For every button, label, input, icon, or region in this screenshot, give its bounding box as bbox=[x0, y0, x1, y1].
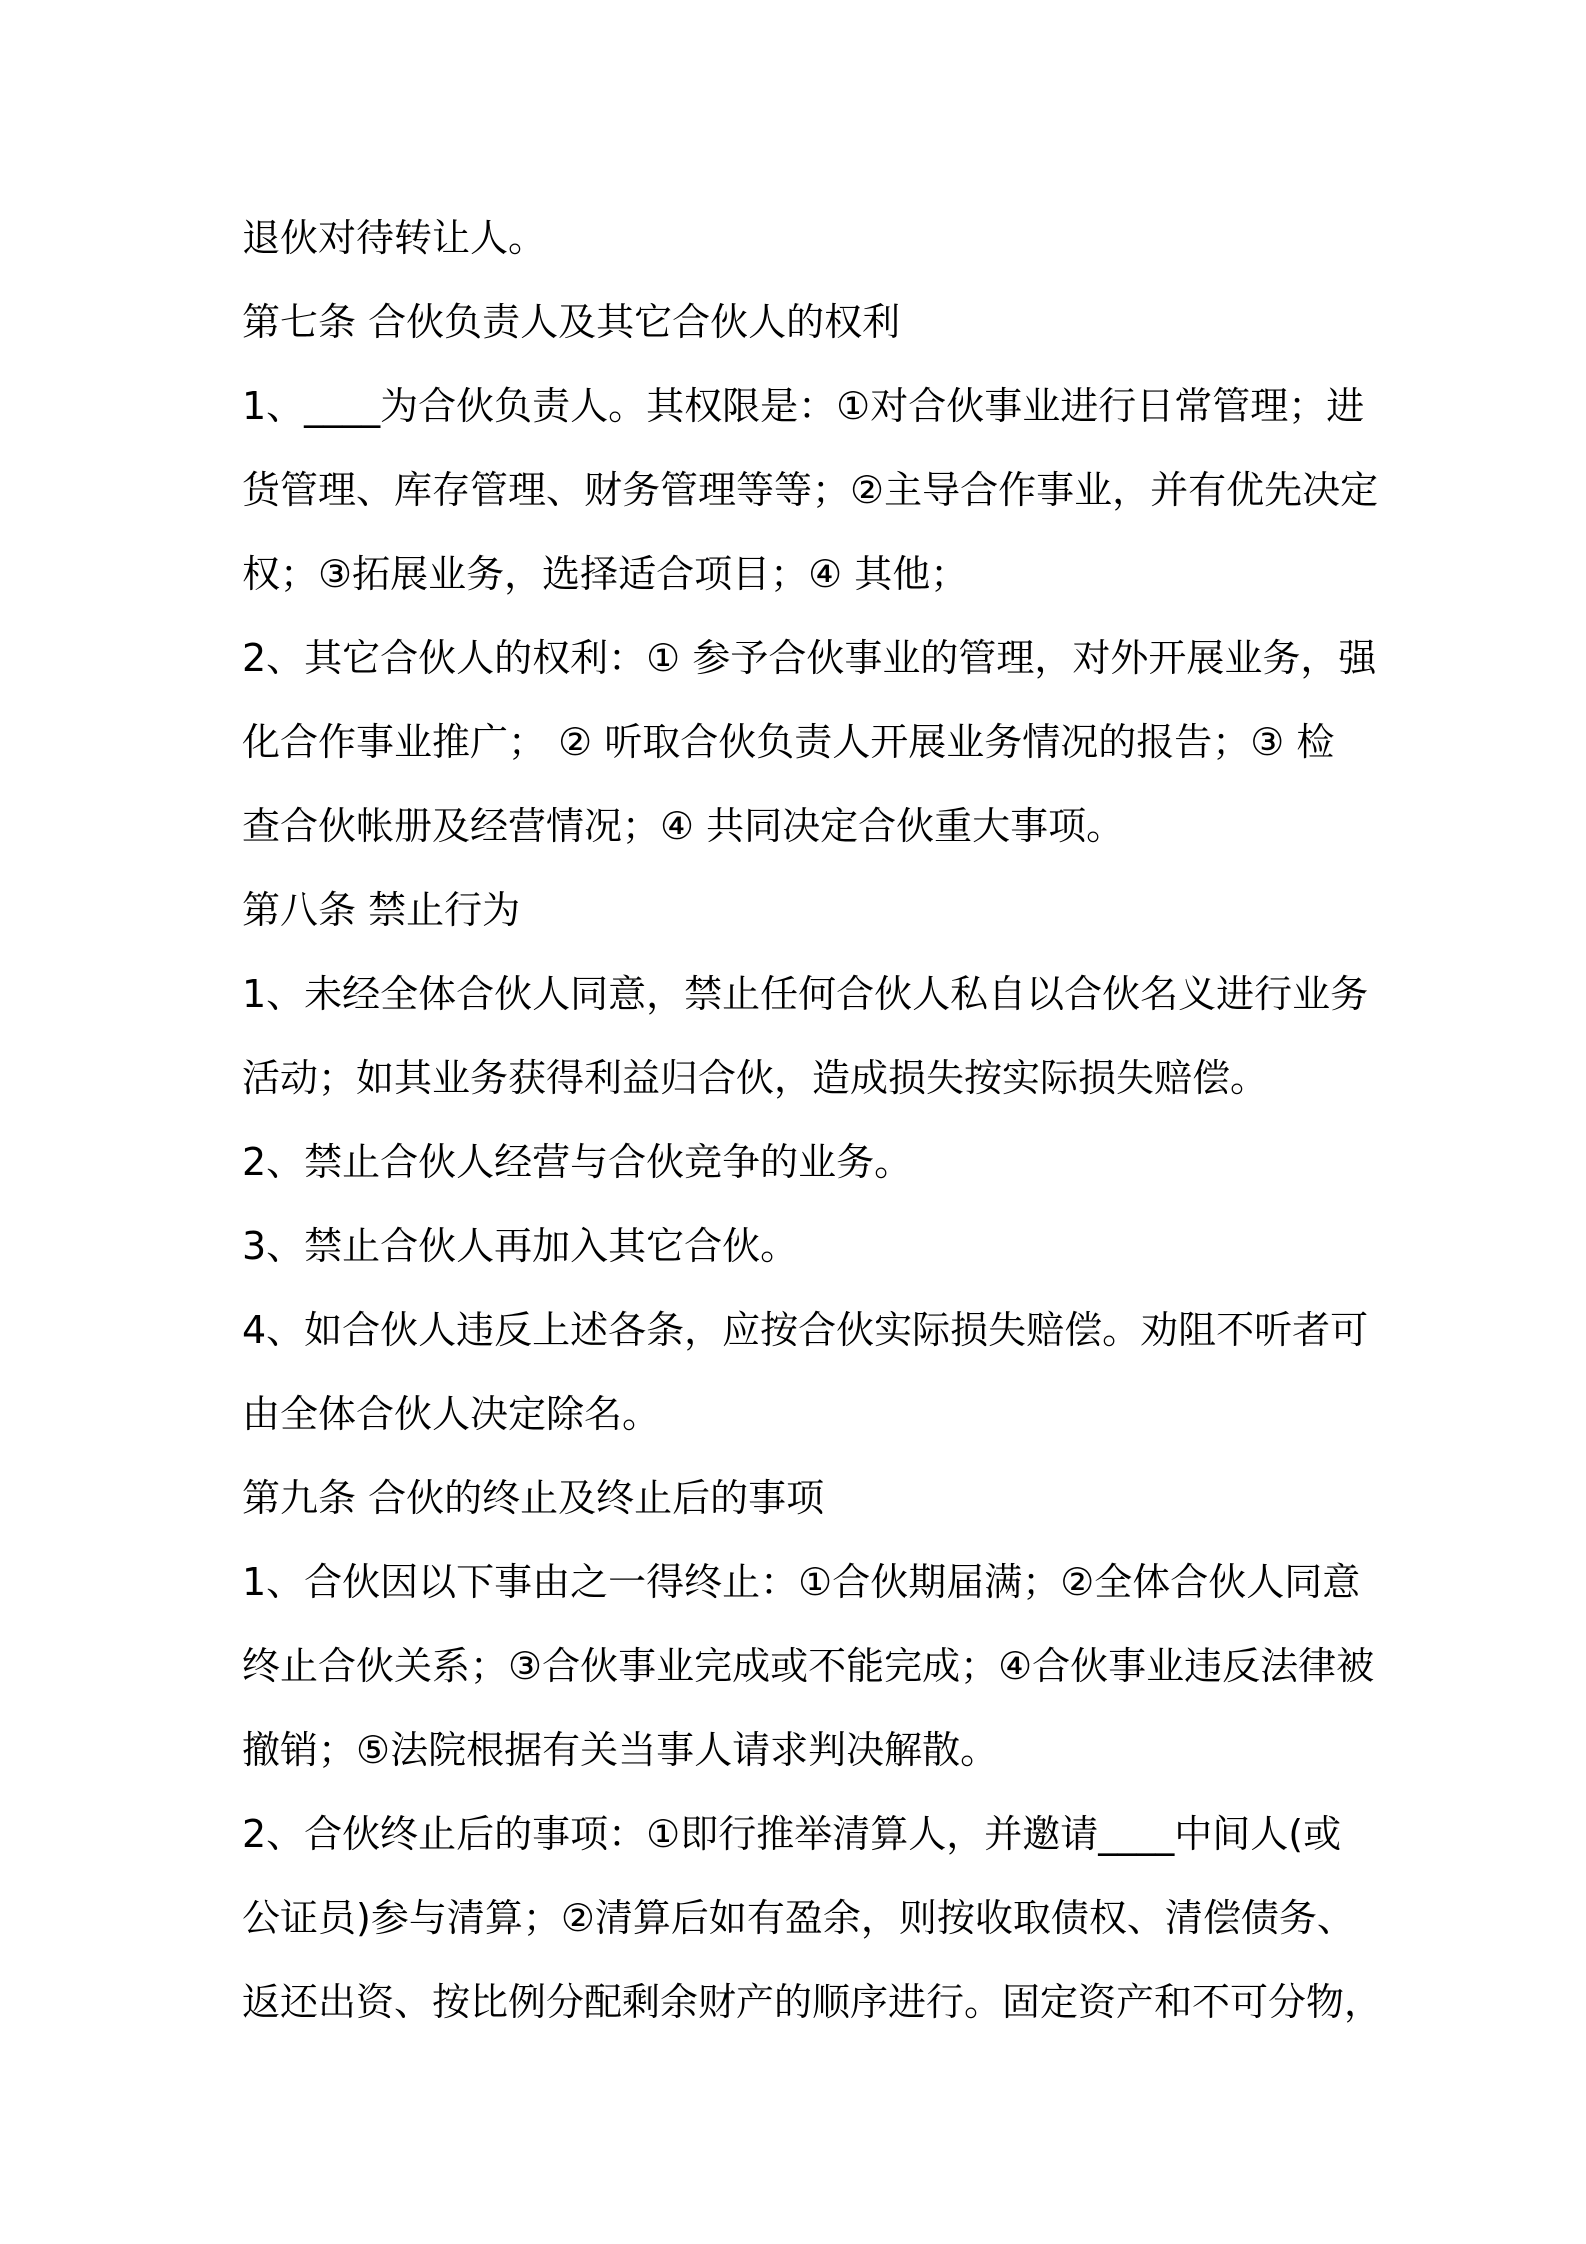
text-line: 退伙对待转让人。 bbox=[242, 216, 547, 260]
text-line: 1、____为合伙负责人。其权限是：①对合伙事业进行日常管理；进 bbox=[242, 384, 1365, 428]
text-line: 1、合伙因以下事由之一得终止：①合伙期届满；②全体合伙人同意 bbox=[242, 1560, 1361, 1604]
text-line: 2、禁止合伙人经营与合伙竞争的业务。 bbox=[242, 1140, 913, 1184]
text-line: 返还出资、按比例分配剩余财产的顺序进行。固定资产和不可分物， bbox=[242, 1980, 1383, 2024]
text-line: 3、禁止合伙人再加入其它合伙。 bbox=[242, 1224, 799, 1268]
text-line: 由全体合伙人决定除名。 bbox=[242, 1392, 661, 1436]
text-line: 2、合伙终止后的事项：①即行推举清算人，并邀请____中间人(或 bbox=[242, 1812, 1342, 1856]
text-line: 1、未经全体合伙人同意，禁止任何合伙人私自以合伙名义进行业务 bbox=[242, 972, 1369, 1016]
document-text bbox=[242, 196, 1383, 2044]
text-line: 终止合伙关系；③合伙事业完成或不能完成；④合伙事业违反法律被 bbox=[242, 1644, 1375, 1688]
text-line: 活动；如其业务获得利益归合伙，造成损失按实际损失赔偿。 bbox=[242, 1056, 1269, 1100]
section-heading: 第九条 合伙的终止及终止后的事项 bbox=[242, 1476, 825, 1520]
section-heading: 第八条 禁止行为 bbox=[242, 888, 521, 932]
text-line: 化合作事业推广； ② 听取合伙负责人开展业务情况的报告；③ 检 bbox=[242, 720, 1335, 764]
text-line: 4、如合伙人违反上述各条，应按合伙实际损失赔偿。劝阻不听者可 bbox=[242, 1308, 1369, 1352]
section-heading: 第七条 合伙负责人及其它合伙人的权利 bbox=[242, 300, 901, 344]
text-line: 撤销；⑤法院根据有关当事人请求判决解散。 bbox=[242, 1728, 999, 1772]
text-line: 货管理、库存管理、财务管理等等；②主导合作事业，并有优先决定 bbox=[242, 468, 1379, 512]
text-line: 权；③拓展业务，选择适合项目；④ 其他； bbox=[242, 552, 969, 596]
text-line: 公证员)参与清算；②清算后如有盈余，则按收取债权、清偿债务、 bbox=[242, 1896, 1355, 1940]
text-line: 2、其它合伙人的权利：① 参予合伙事业的管理，对外开展业务，强 bbox=[242, 636, 1377, 680]
text-line: 查合伙帐册及经营情况；④ 共同决定合伙重大事项。 bbox=[242, 804, 1125, 848]
